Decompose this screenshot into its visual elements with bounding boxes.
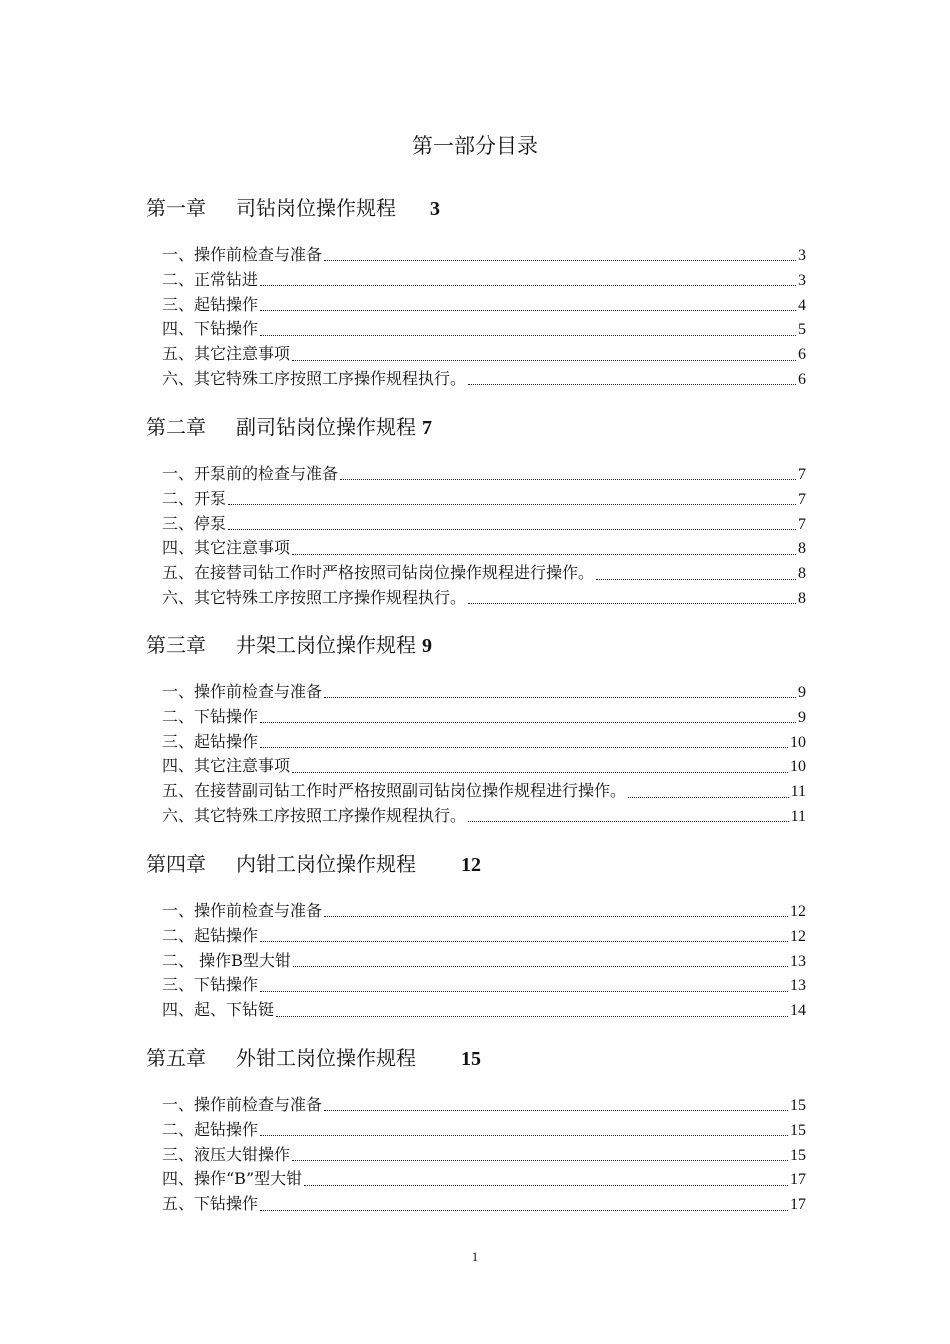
toc-title: 第一部分目录 <box>412 134 538 158</box>
entry-page: 8 <box>798 589 806 607</box>
entry-label: 一、开泵前的检查与准备 <box>162 464 339 483</box>
entry-page: 14 <box>790 1002 806 1020</box>
entry-label: 三、下钻操作 <box>162 975 259 995</box>
entry-label: 一、操作前检查与准备 <box>162 1095 323 1114</box>
dot-leader <box>292 359 796 361</box>
entry-label: 四、下钻操作 <box>162 319 259 339</box>
entry-label: 五、在接替司钻工作时严格按照司钻岗位操作规程进行操作。 <box>162 563 595 583</box>
toc-entry[interactable] <box>162 292 806 317</box>
toc-entry[interactable] <box>162 486 806 511</box>
chapter-name: 外钳工岗位操作规程 <box>236 1046 416 1070</box>
entry-page: 9 <box>798 684 806 701</box>
toc-entry[interactable] <box>162 316 806 341</box>
chapter-entries <box>162 679 806 828</box>
chapter-number: 第三章 <box>146 633 206 657</box>
entry-page: 3 <box>798 271 806 289</box>
entry-label: 二、 操作B型大钳 <box>162 950 291 970</box>
dot-leader <box>228 528 796 530</box>
chapter-page: 9 <box>422 635 432 657</box>
dot-leader <box>292 553 796 555</box>
chapter-number: 第一章 <box>146 196 206 220</box>
entry-page: 15 <box>790 1121 806 1139</box>
toc-entry[interactable] <box>162 778 806 803</box>
entry-page: 5 <box>798 321 806 339</box>
toc-entry[interactable] <box>162 366 806 391</box>
entry-page: 8 <box>798 540 806 558</box>
chapter-heading <box>146 1042 481 1071</box>
dot-leader <box>324 1109 788 1111</box>
toc-entry[interactable] <box>162 511 806 536</box>
entry-page: 6 <box>798 370 806 388</box>
toc-entry[interactable] <box>162 972 806 997</box>
entry-label: 四、起、下钻铤 <box>162 1000 275 1020</box>
dot-leader <box>260 309 796 311</box>
entry-label: 三、液压大钳操作 <box>162 1144 291 1164</box>
entry-label: 六、其它特殊工序按照工序操作规程执行。 <box>162 805 467 825</box>
toc-entry[interactable] <box>162 560 806 585</box>
chapter-page: 7 <box>422 417 432 439</box>
entry-label: 一、操作前检查与准备 <box>162 682 323 701</box>
toc-entry[interactable] <box>162 898 806 923</box>
entry-label: 二、下钻操作 <box>162 706 259 726</box>
entry-label: 二、正常钻进 <box>162 269 259 289</box>
entry-page: 10 <box>790 758 806 776</box>
chapter-name: 井架工岗位操作规程 <box>236 633 416 657</box>
entry-page: 7 <box>798 466 806 483</box>
dot-leader <box>260 1134 788 1136</box>
chapter-page: 3 <box>430 198 440 220</box>
chapter-name: 司钻岗位操作规程 <box>236 196 396 220</box>
entry-page: 10 <box>790 733 806 751</box>
dot-leader <box>340 478 796 480</box>
entry-page: 13 <box>790 952 806 970</box>
dot-leader <box>628 796 789 798</box>
toc-entry[interactable] <box>162 803 806 828</box>
toc-entry[interactable] <box>162 753 806 778</box>
entry-label: 四、其它注意事项 <box>162 538 291 558</box>
dot-leader <box>468 820 789 822</box>
toc-entry[interactable] <box>162 997 806 1022</box>
entry-page: 13 <box>790 977 806 995</box>
dot-leader <box>228 503 796 505</box>
entry-page: 12 <box>790 903 806 920</box>
entry-page: 9 <box>798 708 806 726</box>
entry-page: 17 <box>790 1196 806 1214</box>
toc-entry[interactable] <box>162 1092 806 1117</box>
dot-leader <box>292 1159 788 1161</box>
dot-leader <box>304 1184 788 1186</box>
entry-label: 二、开泵 <box>162 488 227 508</box>
entry-label: 六、其它特殊工序按照工序操作规程执行。 <box>162 587 467 607</box>
entry-label: 六、其它特殊工序按照工序操作规程执行。 <box>162 368 467 388</box>
chapter-entries <box>162 242 806 391</box>
toc-entry[interactable] <box>162 1117 806 1142</box>
dot-leader <box>468 383 796 385</box>
toc-entry[interactable] <box>162 242 806 267</box>
toc-entry[interactable] <box>162 585 806 610</box>
chapter-entries <box>162 898 806 1022</box>
entry-page: 4 <box>798 296 806 314</box>
entry-label: 二、起钻操作 <box>162 1119 259 1139</box>
toc-entry[interactable] <box>162 704 806 729</box>
dot-leader <box>260 746 788 748</box>
dot-leader <box>324 259 796 261</box>
toc-entry[interactable] <box>162 679 806 704</box>
toc-entry[interactable] <box>162 267 806 292</box>
chapter-entries <box>162 461 806 610</box>
chapter-page: 15 <box>461 1048 481 1070</box>
toc-entry[interactable] <box>162 341 806 366</box>
dot-leader <box>260 334 796 336</box>
chapter-number: 第二章 <box>146 415 206 439</box>
toc-entry[interactable] <box>162 1191 806 1216</box>
dot-leader <box>260 721 796 723</box>
entry-page: 11 <box>790 807 806 825</box>
dot-leader <box>260 1209 788 1211</box>
chapter-number: 第五章 <box>146 1046 206 1070</box>
toc-entry[interactable] <box>162 923 806 948</box>
chapter-name: 副司钻岗位操作规程 <box>236 415 416 439</box>
chapter-name: 内钳工岗位操作规程 <box>236 852 416 876</box>
entry-label: 五、下钻操作 <box>162 1194 259 1214</box>
toc-entry[interactable] <box>162 461 806 486</box>
entry-label: 五、其它注意事项 <box>162 344 291 364</box>
entry-label: 一、操作前检查与准备 <box>162 901 323 920</box>
dot-leader <box>596 578 796 580</box>
entry-label: 四、其它注意事项 <box>162 756 291 776</box>
entry-label: 四、操作“B”型大钳 <box>162 1169 303 1189</box>
entry-page: 15 <box>790 1146 806 1164</box>
toc-entry[interactable] <box>162 535 806 560</box>
dot-leader <box>260 990 788 992</box>
entry-page: 17 <box>790 1171 806 1189</box>
dot-leader <box>292 771 788 773</box>
entry-label: 二、起钻操作 <box>162 925 259 945</box>
entry-page: 7 <box>798 490 806 508</box>
entry-page: 15 <box>790 1097 806 1114</box>
chapter-number: 第四章 <box>146 852 206 876</box>
entry-label: 一、操作前检查与准备 <box>162 245 323 264</box>
dot-leader <box>468 602 796 604</box>
toc-entry[interactable] <box>162 1142 806 1167</box>
entry-label: 三、起钻操作 <box>162 731 259 751</box>
entry-label: 三、起钻操作 <box>162 294 259 314</box>
chapter-heading <box>146 848 481 877</box>
entry-page: 7 <box>798 515 806 533</box>
dot-leader <box>293 965 788 967</box>
chapter-heading <box>146 629 432 658</box>
dot-leader <box>260 940 788 942</box>
dot-leader <box>324 915 788 917</box>
entry-page: 3 <box>798 247 806 264</box>
entry-page: 11 <box>790 783 806 801</box>
chapter-page: 12 <box>461 854 481 876</box>
page-number: 1 <box>471 1249 479 1264</box>
chapter-entries <box>162 1092 806 1216</box>
entry-label: 三、停泵 <box>162 513 227 533</box>
dot-leader <box>324 696 796 698</box>
entry-page: 12 <box>790 927 806 945</box>
toc-entry[interactable] <box>162 948 806 973</box>
dot-leader <box>260 284 796 286</box>
entry-page: 8 <box>798 565 806 583</box>
chapter-heading <box>146 192 440 221</box>
toc-entry[interactable] <box>162 729 806 754</box>
dot-leader <box>276 1015 788 1017</box>
toc-entry[interactable] <box>162 1166 806 1191</box>
chapter-heading <box>146 411 432 440</box>
entry-page: 6 <box>798 346 806 364</box>
entry-label: 五、在接替副司钻工作时严格按照副司钻岗位操作规程进行操作。 <box>162 781 627 801</box>
